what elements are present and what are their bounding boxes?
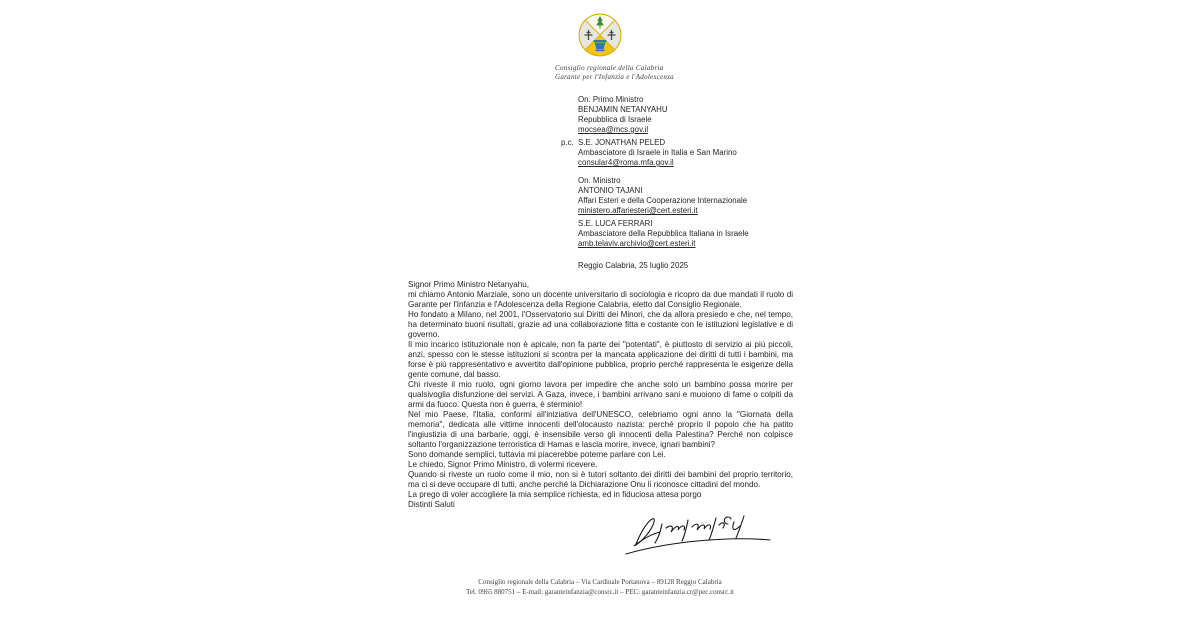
email-link-ferrari[interactable]: amb.telaviv.archivio@cert.esteri.it xyxy=(578,239,696,248)
letter-footer xyxy=(0,578,1200,597)
recipient-name: ANTONIO TAJANI xyxy=(578,186,643,195)
email-link-tajani[interactable]: ministero.affariesteri@cert.esteri.it xyxy=(578,206,698,215)
recipient-title: On. Ministro xyxy=(578,176,621,185)
recipient-netanyahu xyxy=(578,95,668,135)
recipient-org: Repubblica di Israele xyxy=(578,115,652,124)
letter-body xyxy=(408,280,793,510)
recipient-name: BENJAMIN NETANYAHU xyxy=(578,105,668,114)
footer-contacts: Tel. 0965 880751 – E-mail: garanteinfanzia@consrc.it – PEC: garanteinfanzia.cr@pec.consrc.it xyxy=(465,587,734,596)
recipient-peled xyxy=(578,138,737,168)
paragraph: mi chiamo Antonio Marziale, sono un docente universitario di sociologia e ricopro da due mandati il ruolo di Garante per l'Infanzia e l'Adolescenza della Regione Calabria, eletto dal Consiglio Regionale. xyxy=(408,290,793,309)
salutation: Signor Primo Ministro Netanyahu, xyxy=(408,280,530,289)
recipient-title: On. Primo Ministro xyxy=(578,95,644,104)
recipient-name: S.E. LUCA FERRARI xyxy=(578,219,653,228)
paragraph: Sono domande semplici, tuttavia mi piacerebbe poterne parlare con Lei. xyxy=(408,450,666,459)
sign-off: Distinti Saluti xyxy=(408,500,455,509)
paragraph: Ho fondato a Milano, nel 2001, l'Osservatorio sui Diritti dei Minori, che da allora presiedo e che, nel tempo, ha determinato buoni risultati, grazie ad una collaborazione fitta e costante con le istituzioni legislative e di governo. xyxy=(408,310,793,339)
recipient-name: S.E. JONATHAN PELED xyxy=(578,138,666,147)
letterhead-org-name: Consiglio regionale della Calabria xyxy=(555,64,664,72)
paragraph: Quando si riveste un ruolo come il mio, non si è tutori soltanto dei diritti dei bambini del proprio territorio, ma ci si deve occupare di tutti, anche perché la Dichiarazione Onu li riconosce cittadini del mondo. xyxy=(408,470,793,489)
handwritten-signature xyxy=(622,510,777,560)
letterhead-office-name: Garante per l'Infanzia e l'Adolescenza xyxy=(555,73,674,81)
paragraph: Le chiedo, Signor Primo Ministro, di volermi ricevere. xyxy=(408,460,598,469)
footer-address: Consiglio regionale della Calabria – Via Cardinale Portanova – 89128 Reggio Calabria xyxy=(478,578,722,586)
email-link-netanyahu[interactable]: mocsea@mcs.gov.il xyxy=(578,125,649,134)
letterhead xyxy=(555,64,674,82)
recipient-role: Ambasciatore della Repubblica Italiana in Israele xyxy=(578,229,749,238)
pc-label: p.c. xyxy=(561,138,574,147)
regione-calabria-crest-icon xyxy=(578,13,622,57)
recipient-tajani xyxy=(578,176,747,216)
closing-line: La prego di voler accogliere la mia semplice richiesta, ed in fiduciosa attesa porgo xyxy=(408,490,702,499)
paragraph: Nel mio Paese, l'Italia, conformi all'iniziativa dell'UNESCO, celebriamo ogni anno la "Giornata della memoria", dedicata alle vittime innocenti dell'olocausto nazista: perché proprio il popolo che ha patito l'ingiustizia di una barbarie, oggi, è insensibile verso gli innocenti della Palestina? Perché non colpisce soltanto l'organizzazione terroristica di Hamas e lascia morire, invece, ignari bambini? xyxy=(408,410,793,449)
paragraph: Chi riveste il mio ruolo, ogni giorno lavora per impedire che anche solo un bambino possa morire per qualsivoglia disfunzione dei servizi. A Gaza, invece, i bambini arrivano sani e muoiono di fame o colpiti da armi da fuoco. Questa non è guerra, è sterminio! xyxy=(408,380,793,409)
paragraph: Il mio incarico istituzionale non è apicale, non fa parte dei "potentati", è piuttosto di servizio ai più piccoli, anzi, spesso con le stesse istituzioni si scontra per la mancata applicazione dei diritti di tutti i bambini, ma forse è più rappresentativo e avvertito dall'opinione pubblica, proprio perché rappresenta le esigenze della gente comune, dal basso. xyxy=(408,340,793,379)
recipient-role: Affari Esteri e della Cooperazione Internazionale xyxy=(578,196,748,205)
email-link-peled[interactable]: consular4@roma.mfa.gov.il xyxy=(578,158,674,167)
recipient-role: Ambasciatore di Israele in Italia e San Marino xyxy=(578,148,737,157)
dateline: Reggio Calabria, 25 luglio 2025 xyxy=(578,261,689,270)
recipient-ferrari xyxy=(578,219,749,249)
